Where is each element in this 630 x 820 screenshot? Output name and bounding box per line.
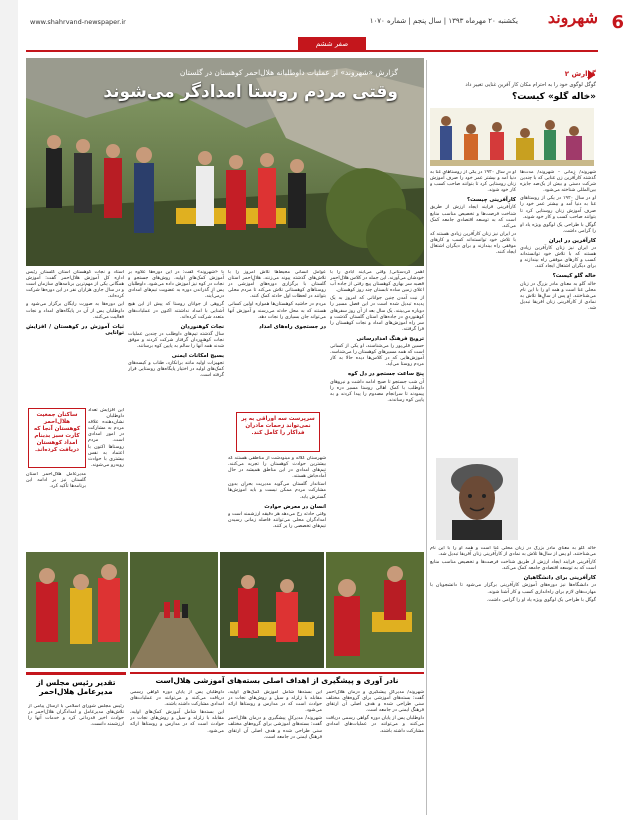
portrait-photo xyxy=(436,458,518,540)
pull-quote: سرپرست سه اوراقی به پر نمی‌تواند زحمات مادران فداکار را کامل کند. xyxy=(236,412,320,452)
paragraph: شهروند/ مدیرکل پیشگیری و درمان هلال‌احمر گفت: بسته‌های آموزشی برای گروه‌های مختلف سنی طراحی شده و هدف اصلی آن ارتقای فرهنگ ایمنی در جامعه است. xyxy=(326,690,424,714)
rescuers-photo xyxy=(26,552,128,668)
column-divider xyxy=(426,60,427,815)
trail-photo xyxy=(130,552,218,668)
pull-quote: ساکنان جمعیت هلال‌احمر کوهستان آنجا که کارت سبز بدبنام امداد کوهستان دریافت کرده‌اند. xyxy=(28,408,86,468)
subheading: انسان در معرض حوادث xyxy=(264,503,326,510)
page-gutter xyxy=(0,0,18,820)
bottom-photo-2 xyxy=(130,552,218,668)
paragraph: داوطلبان پس از پایان دوره گواهی رسمی دریافت می‌کنند و می‌توانند در عملیات‌های امدادی مشارکت داشته باشند. xyxy=(326,716,424,734)
masthead xyxy=(0,0,630,42)
paragraph: استاد و نجات کوهستان استان گلستان رئیس اداره کل آموزش هلال‌احمر گفت: آموزش همگانی یکی از مهم‌ترین برنامه‌های سازمان است و در سال جاری هزاران نفر در این دوره‌ها شرکت کرده‌اند. xyxy=(26,270,124,300)
site-url: www.shahrvand-newspaper.ir xyxy=(30,18,126,26)
bottom-right-story-body xyxy=(28,704,124,814)
bottom-right-story-title: تقدیر رئیس مجلس از مدیرعامل هلال‌احمر xyxy=(36,678,116,696)
subheading: پنج ساعت جستجو در دل کوه xyxy=(347,371,424,378)
bottom-story-col-2 xyxy=(228,690,322,814)
paragraph: آن شب جستجو تا صبح ادامه داشت و نیروهای داوطلب با کمک اهالی روستا مسیر دره را پیمودند تا سرانجام مصدوم را پیدا کردند و به پایین کوه رساندند. xyxy=(330,379,424,403)
subheading: در جستجوی راه‌های امداد xyxy=(258,323,326,330)
paragraph: شهروند/ زمانی - شهروند/ مدت‌ها گذشته کارآفرین زن غنایی که با چندین شرکت دستی و بیش از یک‌صد جایزه بین‌المللی شناخته می‌شود. xyxy=(520,170,596,194)
subheading: ترویج فرهنگ امدادرسانی xyxy=(356,335,424,342)
paragraph: گوگل با طراحی یک لوگوی ویژه یاد او را گرامی داشت. xyxy=(520,222,596,234)
paragraph: کارآفرینی فرایند ایجاد ارزش از طریق شناخت فرصت‌ها و تخصیص مناسب منابع است که به توسعه اقتصادی جامعه کمک می‌کند. xyxy=(430,560,596,572)
paragraph: در ایران نیز زنان کارآفرین زیادی هستند که با تلاش خود توانسته‌اند کسب و کارهای موفقی راه بیندازند و برای دیگران اشتغال ایجاد کنند. xyxy=(520,246,596,270)
subheading: کارآفرین در ایران xyxy=(548,237,596,244)
paragraph: او در سال ۱۹۲۰ در یکی از روستاهای غنا به دنیا آمد و بیشتر عمر خود را صرف آموزش زنان روستایی کرد تا بتوانند صاحب کسب و کار خود شوند. xyxy=(520,196,596,220)
paragraph: این بسته‌ها شامل آموزش کمک‌های اولیه، مقابله با زلزله و سیل و روش‌های نجات در حوادث است که در مدارس و روستاها ارائه می‌شود. xyxy=(130,710,224,734)
section-arrow-icon xyxy=(588,70,595,80)
paragraph: شهرستان کلاله و مینودشت از مناطقی هستند که بیشترین حوادث کوهستان را تجربه می‌کنند. تیم‌های امدادی در این مناطق همیشه در حال آماده‌باش هستند. xyxy=(228,456,326,480)
first-aid-photo xyxy=(326,552,424,668)
header-rule xyxy=(26,50,598,52)
subheading: خاله گلو کیست؟ xyxy=(552,273,596,280)
paragraph: او در سال ۱۹۲۰ در یکی از روستاهای غنا به دنیا آمد و بیشتر عمر خود را صرف آموزش زنان روستایی کرد تا بتوانند صاحب کسب و کار خود شوند. xyxy=(430,170,516,194)
subheading: کارآفرینی برای دانشگاهیان xyxy=(523,575,596,582)
subheading: نجات کوهنوردان xyxy=(180,323,224,330)
paragraph: استاندار گلستان می‌گوید مدیریت بحران بدون مشارکت مردم ممکن نیست و باید آموزش‌ها گسترش یابد. xyxy=(228,482,326,500)
story-rule xyxy=(26,672,126,675)
article-column-4c xyxy=(26,472,86,548)
article-column-3 xyxy=(128,270,224,548)
paragraph: این بسته‌ها شامل آموزش کمک‌های اولیه، مقابله با زلزله و سیل و روش‌های نجات در حوادث است که در مدارس و روستاها ارائه می‌شود. xyxy=(228,690,322,714)
paragraph: شهروند/ مدیرکل پیشگیری و درمان هلال‌احمر گفت: بسته‌های آموزشی برای گروه‌های مختلف سنی طراحی شده و هدف اصلی آن ارتقای فرهنگ ایمنی در جامعه است. xyxy=(228,716,322,740)
article-column-4b xyxy=(88,408,124,548)
newspaper-logo: شهروند xyxy=(547,8,598,27)
paragraph: با «شهروند» گفت: در این دوره‌ها علاوه بر آموزش کمک‌های اولیه، روش‌های جستجو و نجات در کوه نیز آموزش داده می‌شود. داوطلبان پس از گذراندن دوره به عضویت تیم‌های امدادی درمی‌آیند. xyxy=(128,270,224,300)
paragraph: کارآفرینی فرایند ایجاد ارزش از طریق شناخت فرصت‌ها و تخصیص مناسب منابع است که به توسعه اقتصادی جامعه کمک می‌کند. xyxy=(430,205,516,229)
paragraph: داوطلبان پس از پایان دوره گواهی رسمی دریافت می‌کنند و می‌توانند در عملیات‌های امدادی مشارکت داشته باشند. xyxy=(130,690,224,708)
stretcher-photo xyxy=(220,552,324,668)
paragraph: رئیس مجلس شورای اسلامی با ارسال پیامی از تلاش‌های مدیرعامل و امدادگران هلال‌احمر در حوادث اخیر قدردانی کرد و خدمات آنها را ارزشمند دانست. xyxy=(28,704,124,728)
lead-kicker: گزارش «شهروند» از عملیات داوطلبانه هلال‌احمر کوهستان در گلستان xyxy=(179,68,398,77)
story-title: «خاله گلو» کیست؟ xyxy=(512,92,596,102)
article-column-4 xyxy=(26,270,124,406)
paragraph: مدیرعامل هلال‌احمر استان گلستان نیز بر ادامه این برنامه‌ها تأکید کرد. xyxy=(26,472,86,490)
paragraph: این افزایش تعداد داوطلبان نشان‌دهنده علاقه مردم به مشارکت در امور امدادی است. مردم روستاها اکنون با اعتماد به نفس بیشتری با حوادث روبه‌رو می‌شوند. xyxy=(88,408,124,468)
paragraph: سال گذشته تیم‌های داوطلب در چندین عملیات نجات کوهنوردان گرفتار شرکت کردند و موفق شدند همه آنها را سالم به پایین کوه برسانند. xyxy=(128,331,224,350)
story-kicker: گوگل لوگوی خود را به احترام مکان کار آفرین غنایی تغییر داد xyxy=(465,82,596,88)
google-doodle-image xyxy=(430,108,594,166)
section-tab: صفر ششم xyxy=(298,37,366,51)
paragraph: در ایران نیز زنان کارآفرین زیادی هستند که با تلاش خود توانسته‌اند کسب و کارهای موفقی راه بیندازند و برای دیگران اشتغال ایجاد کنند. xyxy=(430,231,516,256)
subheading: ثبات آموزش در کوهستان / افزایش توانایی xyxy=(26,323,124,336)
paragraph: خاله گلو به معنای مادر بزرگ در زبان محلی غنا است و همه او را با این نام می‌شناختند. او پس از سال‌ها تلاش به نمادی از کارآفرینی زنان آفریقا تبدیل شد. xyxy=(430,546,596,558)
story-column-bottom xyxy=(430,546,596,814)
article-column-1 xyxy=(330,270,424,548)
page-number: 6 xyxy=(611,12,624,33)
bottom-photo-1 xyxy=(26,552,128,668)
section-label: گزارش ۲ xyxy=(564,70,596,78)
paragraph: تجهیزات اولیه مانند برانکارد، طناب و کیسه‌های کمک‌های اولیه در اختیار پایگاه‌های روستایی قرار گرفته است. xyxy=(128,361,224,379)
paragraph: خاله گلو به معنای مادر بزرگ در زبان محلی غنا است و همه او را با این نام می‌شناختند. او پس از سال‌ها تلاش به نمادی از کارآفرینی زنان آفریقا تبدیل شد. xyxy=(520,281,596,311)
portrait-woman-icon xyxy=(436,458,518,540)
article-column-2b xyxy=(228,456,326,548)
paragraph: گوگل با طراحی یک لوگوی ویژه یاد او را گرامی داشت. xyxy=(486,597,596,603)
paragraph: این دوره‌ها به صورت رایگان برگزار می‌شود و داوطلبان پس از آن در پایگاه‌های امداد و نجات فعالیت می‌کنند. xyxy=(26,302,124,320)
subheading: کارآفرینی چیست؟ xyxy=(467,197,516,204)
bottom-photo-4 xyxy=(326,552,424,668)
lead-headline: وقتی مردم روستا امدادگر می‌شوند xyxy=(103,82,398,102)
paragraph: از نیت آمدن چنین جوانانی که امروز به یک پدیده تبدیل شده است در این فصل مسیر را دوباره می‌بینند. یک سال بعد از آن روز سفرهای کوهنوردی در جاده‌های استان گلستان گذشت و سر راه آموزش‌های امداد و نجات کوهستان را فرا گرفتند. xyxy=(330,296,424,332)
paragraph: عوامل انسانی محیط‌ها تلاش امروز را با تلاش‌های گذشته پیوند می‌زنند. هلال‌احمر استان گلستان با برگزاری دوره‌های آموزشی در روستاهای کوهستانی تلاش می‌کند تا مردم محلی بتوانند در لحظات اول حادثه کمک کنند. xyxy=(228,270,326,300)
story-column-left xyxy=(430,170,516,450)
bottom-story-col-3 xyxy=(130,690,224,814)
paragraph: در دانشگاه‌ها نیز دوره‌های آموزش کارآفرینی برگزار می‌شود تا دانشجویان با مهارت‌های لازم برای راه‌اندازی کسب و کار آشنا شوند. xyxy=(430,583,596,595)
paragraph: حسین قلی‌پور را می‌شناسند، او یکی از کسانی است که همه مسیرهای کوهستان را می‌شناسد. آموزش‌هایی که در کلاس‌ها دیده حالا به کار مردم روستا می‌آید. xyxy=(330,344,424,368)
issue-date: یکشنبه ۲۰ مهرماه ۱۳۹۳ | سال پنجم | شماره ۱۰۷۰ xyxy=(369,17,518,25)
doodle-figures-icon xyxy=(430,108,594,166)
bottom-story-title: نادر آوری و پیشگیری از اهداف اصلی بسته‌های آموزشی هلال‌است xyxy=(155,676,399,685)
bottom-photo-3 xyxy=(220,552,324,668)
paragraph: مردم در حاشیه کوهستان‌ها همواره اولین کسانی هستند که به محل حادثه می‌رسند و آموزش آنها می‌تواند جان بسیاری را نجات دهد. xyxy=(228,302,326,320)
story-column-right xyxy=(520,170,596,550)
paragraph: گروهی از جوانان روستا که پیش از این هیچ آشنایی با امداد نداشتند اکنون در عملیات‌های متعدد شرکت کرده‌اند. xyxy=(128,302,224,320)
subheading: بسیج امکانات ایمنی xyxy=(171,353,224,360)
paragraph: اهمر کردستانی/ وقتی می‌آیند آبادی را با خودشان می‌آورند. این جمله در کلاس هلال‌احمر قصبه سر بهاری کوهستان پیچ رفتی از جاده آب اعلای زمین ساده تابستان چند روز کوهستان. xyxy=(330,270,424,294)
article-column-2 xyxy=(228,270,326,410)
paragraph: وقتی حادثه رخ می‌دهد هر دقیقه ارزشمند است و امدادگران محلی می‌توانند فاصله زمانی رسیدن تیم‌های تخصصی را پر کنند. xyxy=(228,511,326,529)
bottom-story-col-1 xyxy=(326,690,424,814)
